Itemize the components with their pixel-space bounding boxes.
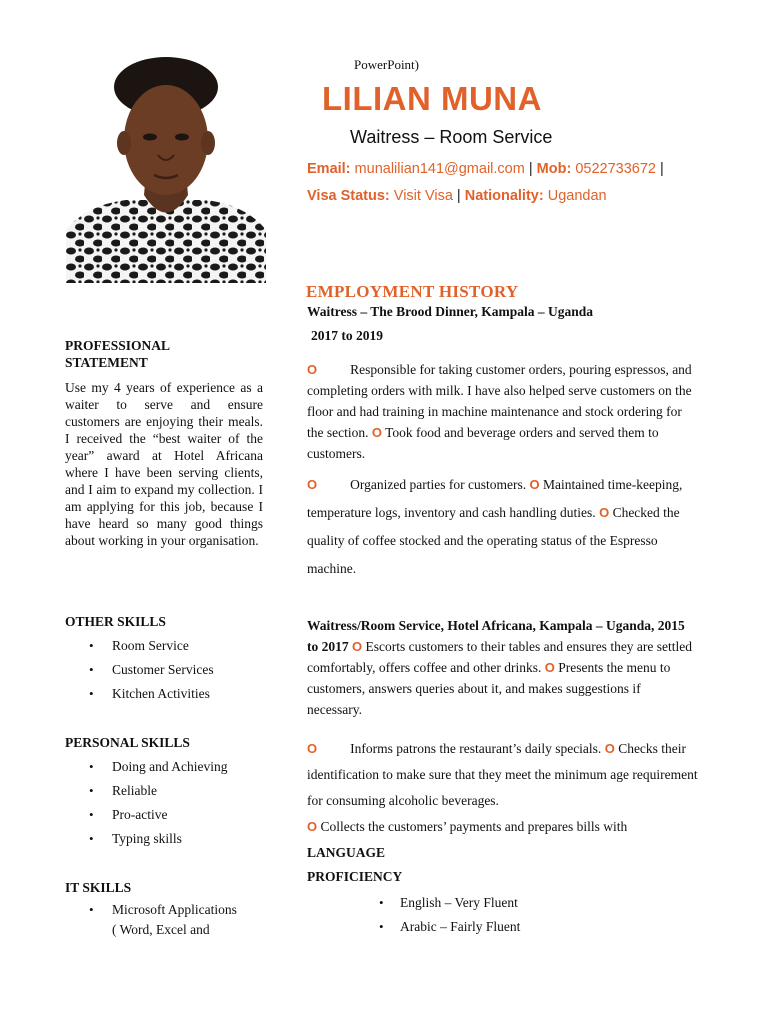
job1-p1-text-b: Took food and beverage orders and served them to customers. xyxy=(307,425,659,461)
separator: | xyxy=(528,161,533,177)
bullet-o-icon: O xyxy=(529,477,540,492)
portrait-image xyxy=(66,55,266,283)
contact-line-1 xyxy=(307,161,664,177)
job2-block xyxy=(307,615,699,720)
language-list xyxy=(355,891,520,939)
list-item: • Pro-active xyxy=(65,803,227,827)
contact-line-2 xyxy=(307,188,607,204)
job1-p2-text-b: Maintained time-keeping, temperature logs, inventory and cash handling duties. xyxy=(307,477,683,520)
separator: | xyxy=(456,188,461,204)
job2-p1-text-a: Escorts customers to their tables and ensures they are settled comfortably, offers coffee and other drinks. xyxy=(307,639,693,675)
job2-p3-text: Collects the customers’ payments and prepares bills with xyxy=(320,819,628,834)
statement-heading-line-2: STATEMENT xyxy=(65,355,148,370)
visa-value: Visit Visa xyxy=(393,188,453,204)
bullet-o-icon: O xyxy=(307,362,318,377)
language-heading-line-1: LANGUAGE xyxy=(307,845,386,860)
job1-p2-text-a: Organized parties for customers. xyxy=(350,477,527,492)
statement-heading xyxy=(65,337,265,371)
it-skill-line-2: ( Word, Excel and xyxy=(112,922,210,937)
job1-title: Waitress – The Brood Dinner, Kampala – Uganda xyxy=(307,304,594,319)
job1-paragraph-2 xyxy=(307,471,699,583)
list-item: • Room Service xyxy=(65,634,214,658)
job2-p1-text-b: Presents the menu to customers, answers queries about it, and makes suggestions if necessary. xyxy=(307,660,671,717)
it-skill-line-1: • Microsoft Applications xyxy=(112,902,237,917)
top-note: PowerPoint) xyxy=(354,57,419,72)
other-skills-list xyxy=(65,634,214,706)
list-item xyxy=(65,900,237,940)
nationality-value: Ugandan xyxy=(547,188,607,204)
bullet-o-icon: O xyxy=(599,505,610,520)
job2-paragraph-2 xyxy=(307,736,699,814)
job1-paragraph-1 xyxy=(307,359,699,464)
bullet-o-icon: O xyxy=(307,741,318,756)
professional-statement: Use my 4 years of experience as a waiter to serve and ensure customers are enjoying their meals. I received the “best waiter of the year” award at Hotel Africana where I have been serving clients, and I aim to expand my collection. I am applying for this job, because I have heard so many good things about working in your organisation. xyxy=(65,380,263,548)
visa-label: Visa Status: xyxy=(307,188,390,204)
employment-heading: EMPLOYMENT HISTORY xyxy=(306,282,519,301)
job2-p2-text-b: Checks their identification to make sure that they meet the minimum age requirement for consuming alcoholic beverages. xyxy=(307,741,698,808)
list-item: • Reliable xyxy=(65,779,227,803)
job1-p1-text-a: Responsible for taking customer orders, pouring espressos, and completing orders with milk. I have also helped serve customers on the floor and had training in machine maintenance and stock ordering for the section. xyxy=(307,362,692,440)
list-item: • Customer Services xyxy=(65,658,214,682)
profile-photo xyxy=(66,55,266,283)
bullet-o-icon: O xyxy=(544,660,555,675)
statement-heading-line-1: PROFESSIONAL xyxy=(65,338,171,353)
it-skills-heading: IT SKILLS xyxy=(65,880,132,895)
list-item: • Typing skills xyxy=(65,827,227,851)
language-heading-line-2: PROFICIENCY xyxy=(307,869,403,884)
job2-paragraph-3 xyxy=(307,816,699,837)
bullet-o-icon: O xyxy=(307,819,318,834)
other-skills-heading: OTHER SKILLS xyxy=(65,614,166,629)
job1-p2-text-c: Checked the quality of coffee stocked and the operating status of the Espresso machine. xyxy=(307,505,680,576)
list-item: • Doing and Achieving xyxy=(65,755,227,779)
bullet-o-icon: O xyxy=(604,741,615,756)
candidate-name: LILIAN MUNA xyxy=(322,80,542,117)
nationality-label: Nationality: xyxy=(464,188,544,204)
separator: | xyxy=(660,161,664,177)
it-skills-list xyxy=(65,900,237,940)
mob-label: Mob: xyxy=(536,161,572,177)
bullet-o-icon: O xyxy=(371,425,382,440)
email-value[interactable]: munalilian141@gmail.com xyxy=(354,161,525,177)
job-role: Waitress – Room Service xyxy=(350,127,553,147)
job1-years: 2017 to 2019 xyxy=(311,328,383,343)
list-item: • Kitchen Activities xyxy=(65,682,214,706)
job2-p2-text-a: Informs patrons the restaurant’s daily specials. xyxy=(350,741,602,756)
email-label: Email: xyxy=(307,161,351,177)
list-item: • Arabic – Fairly Fluent xyxy=(355,915,520,939)
mob-value: 0522733672 xyxy=(575,161,656,177)
job2-title: Waitress/Room Service, Hotel Africana, Kampala – Uganda, 2015 to 2017 xyxy=(307,618,685,654)
personal-skills-list xyxy=(65,755,227,851)
list-item: • English – Very Fluent xyxy=(355,891,520,915)
bullet-o-icon: O xyxy=(352,639,363,654)
bullet-o-icon: O xyxy=(307,477,318,492)
personal-skills-heading: PERSONAL SKILLS xyxy=(65,735,190,750)
